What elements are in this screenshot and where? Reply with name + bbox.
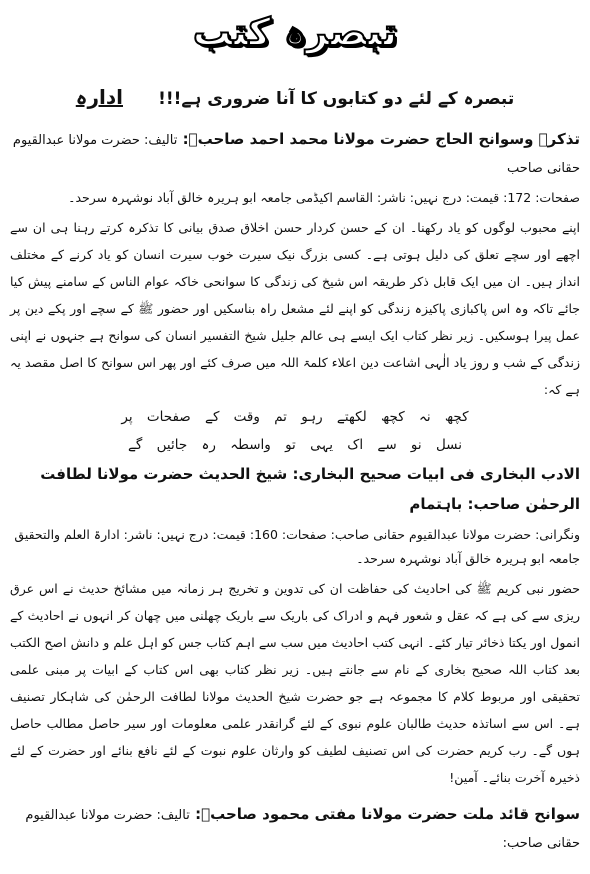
review-3-author: تالیف: حضرت مولانا عبدالقیوم حقانی صاحب:: [25, 808, 580, 851]
review-1-meta: صفحات: 172: قیمت: درج نہیں: ناشر: القاسم اکیڈمی جامعہ ابو ہریرہ خالق آباد نوشہرہ سرحد۔: [68, 190, 580, 205]
byline-row: [10, 82, 580, 116]
masthead-title: تبصرہ کتب: [192, 10, 398, 54]
review-1: [10, 126, 580, 459]
review-1-verse-2: نسل نو سے اک یہی تو واسطہ رہ جائیں گے: [128, 437, 462, 453]
review-1-heading: [10, 126, 580, 182]
review-2-meta: ونگرانی: حضرت مولانا عبدالقیوم حقانی صاحب: صفحات: 160: قیمت: درج نہیں: ناشر: ادارۃ العلم والتحقیق جامعہ ابو ہریرہ خالق آباد نوشہرہ سرحد۔: [14, 527, 580, 566]
masthead: [10, 0, 580, 68]
review-1-author: تالیف: حضرت مولانا عبدالقیوم حقانی صاحب: [12, 133, 580, 176]
review-2-body: حضور نبی کریم ﷺ کی احادیث کی حفاظت ان کی تدوین و تخریج ہر زمانہ میں مشائخ حدیث نے اس عرق ریزی سے کی ہے کہ عقل و شعور فہم و ادراک کی باریک سے باریک چھلنی میں چھان کر انہوں نے احادیث کے انمول اور یکتا ذخائر تیار کئے۔ انہی کتب احادیث میں سب سے اہم کتاب جس کو اہل علم و دانش اصح الکتب بعد کتاب اللہ صحیح بخاری کے نام سے جانتے ہیں۔ زیر نظر کتاب بھی اس کتاب کے ابیات پر مبنی علمی تحقیقی اور مربوط کلام کا مجموعہ ہے جو حضرت شیخ الحدیث مولانا لطافت الرحمٰن کی شاہکار تصنیف ہے۔ اس سے اساتذہ حدیث طالبان علوم نبوی کے لئے گرانقدر علمی معلومات اور سیر حاصل مطالب حاصل ہوں گے۔ رب کریم حضرت کی اس تصنیف لطیف کو وارثان علوم نبوت کے لئے نافع بنائے اور حضرت کے لئے ذخیرہ آخرت بنائے۔ آمین!: [10, 581, 580, 785]
review-1-body: اپنے محبوب لوگوں کو یاد رکھنا۔ ان کے حسن کردار حسن اخلاق صدق بیانی کا تذکرہ کرتے رہنا ہی ان سے اچھے اور سچے تعلق کی دلیل ہوتی ہے۔ کسی بزرگ نیک سیرت خوب سیرت انسان کو یاد کرنے کے مختلف انداز ہیں۔ ان میں ایک قابل ذکر طریقہ اس شیخ کی زندگی کا سوانحی خاکہ عوام الناس کے سامنے پیش کیا جائے تاکہ وہ اس پاکبازی پاکیزہ زندگی کو اپنے لئے مشعل راہ بناسکیں اور حضور ﷺ کے سچے اور پکے دین پر عمل پیرا ہوسکیں۔ زیر نظر کتاب ایک ایسے ہی عالم جلیل شیخ التفسیر انسان کی سوانح ہے جنہوں نے اپنی زندگی کے شب و روز یاد الٰہی اشاعت دین اعلاء کلمۃ اللہ میں صرف کئے اور پھر اس سوانح کا اصل مقصد یہ ہے کہ:: [10, 220, 580, 397]
review-3: [10, 801, 580, 857]
review-2: [10, 459, 580, 791]
review-3-title: سوانح قائد ملت حضرت مولانا مفتی محمود صاحبؒ:: [195, 805, 580, 823]
byline-org: ادارہ: [75, 85, 123, 109]
review-3-heading: [10, 801, 580, 857]
review-1-verse-1: کچھ نہ کچھ لکھتے رہو تم وقت کے صفحات پر: [121, 409, 469, 425]
byline-title: تبصرہ کے لئے دو کتابوں کا آنا ضروری ہے!!!: [158, 89, 515, 109]
review-2-heading: الادب البخاری فی ابیات صحیح البخاری: شیخ الحدیث حضرت مولانا لطافت الرحمٰن صاحب: باہتمام: [40, 465, 580, 513]
review-1-title: تذکرہ وسوانح الحاج حضرت مولانا محمد احمد صاحبؒ:: [182, 130, 580, 148]
